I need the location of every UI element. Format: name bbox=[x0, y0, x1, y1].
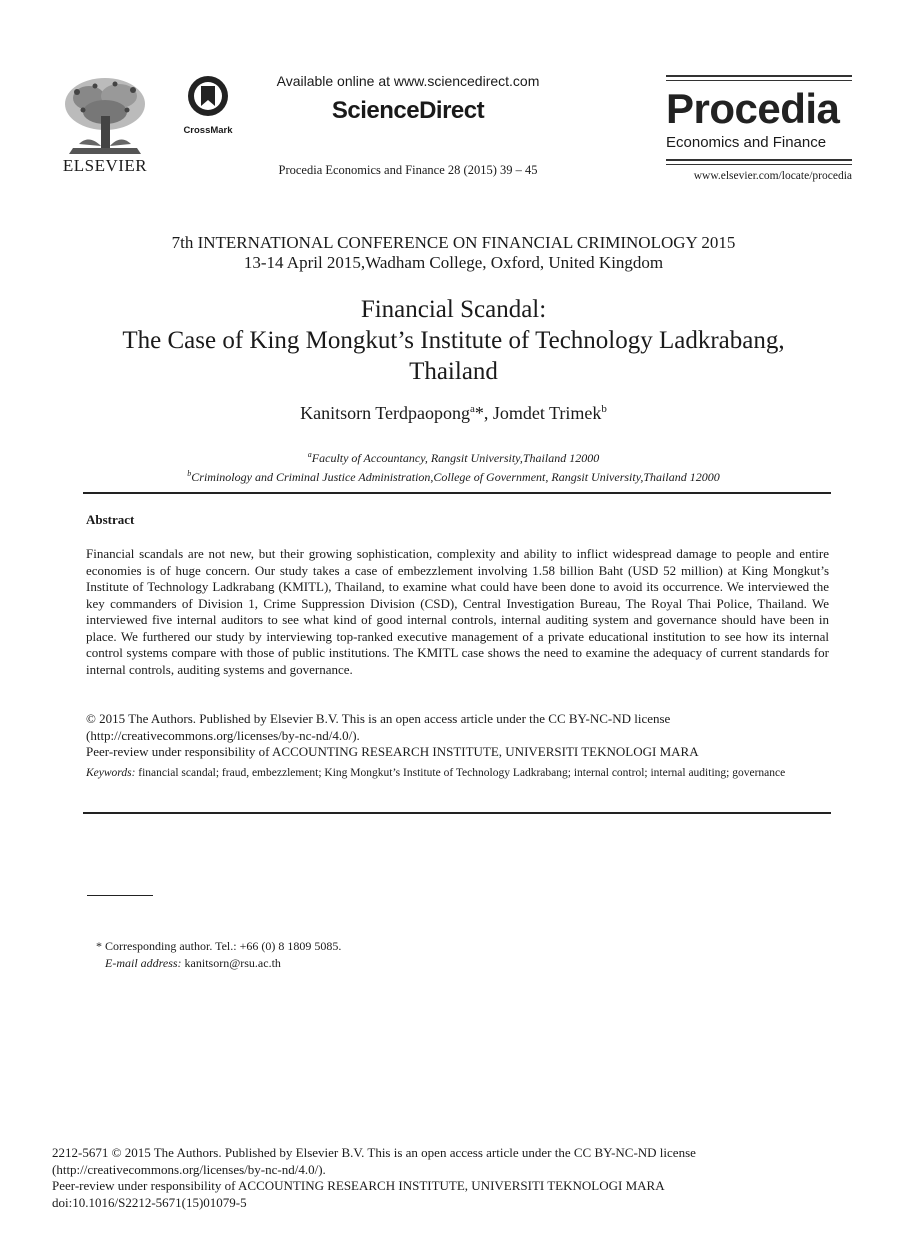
paper-title bbox=[60, 294, 847, 387]
title-line-2: The Case of King Mongkut’s Institute of Technology Ladkrabang, bbox=[122, 327, 785, 354]
author-1-affiliation-mark: a bbox=[469, 403, 475, 415]
author-list bbox=[60, 403, 847, 424]
peer-review-line: Peer-review under responsibility of ACCOUNTING RESEARCH INSTITUTE, UNIVERSITI TEKNOLOGI MARA bbox=[86, 744, 699, 759]
footnote-rule bbox=[87, 895, 153, 896]
affiliation-a-mark: a bbox=[307, 450, 312, 459]
procedia-subtitle: Economics and Finance bbox=[666, 134, 827, 151]
elsevier-wordmark: ELSEVIER bbox=[62, 156, 148, 175]
email-address[interactable]: kanitsorn@rsu.ac.th bbox=[181, 955, 281, 970]
copyright-line: © 2015 The Authors. Published by Elsevier B.V. This is an open access article under the CC BY-NC-ND license bbox=[86, 711, 671, 726]
affiliation-b-text: Criminology and Criminal Justice Administration,College of Government, Rangsit University,Thailand 12000 bbox=[191, 470, 720, 484]
affiliation-a-text: Faculty of Accountancy, Rangsit University,Thailand 12000 bbox=[311, 451, 600, 465]
corresponding-author: * Corresponding author. Tel.: +66 (0) 8 1809 5085. bbox=[96, 939, 342, 953]
procedia-rule-top bbox=[666, 75, 852, 77]
procedia-url[interactable]: www.elsevier.com/locate/procedia bbox=[693, 170, 852, 182]
keywords-label: Keywords: bbox=[86, 767, 136, 779]
title-line-3: Thailand bbox=[409, 358, 498, 385]
author-1-name: Kanitsorn Terdpaopong bbox=[300, 403, 470, 423]
divider-top bbox=[83, 492, 831, 494]
conference-date-venue: 13-14 April 2015,Wadham College, Oxford, United Kingdom bbox=[243, 253, 664, 272]
keywords bbox=[86, 766, 829, 782]
page-footer bbox=[52, 1145, 852, 1211]
abstract-body: Financial scandals are not new, but their growing sophistication, complexity and ability to inflict widespread damage to people and entire economies is of huge concern. Our study takes a case of embezzlement involving 1.58 billion Baht (USD 52 million) at King Mongkut’s Institute of Technology Ladkrabang (KMITL), Thailand, to examine what could have been done to avoid its occurrence. We interviewed the key commanders of Division 1, Crime Suppression Division (CSD), Central Investigation Bureau, The Royal Thai Police, Thailand. We interviewed five internal auditors to see what kind of good internal controls, internal auditing system and governance should have been in place. We furthered our study by interviewing top-ranked executive management of a private educational institution to see how its internal control systems compare with those of public institutions. The KMITL case shows the need to examine the adequacy of current standards for internal controls, auditing systems and governance. bbox=[86, 546, 829, 677]
elsevier-logo bbox=[55, 74, 155, 179]
title-line-1: Financial Scandal: bbox=[360, 296, 547, 323]
author-2-affiliation-mark: b bbox=[601, 403, 607, 415]
divider-bottom bbox=[83, 812, 831, 814]
footer-peer-review: Peer-review under responsibility of ACCOUNTING RESEARCH INSTITUTE, UNIVERSITI TEKNOLOGI MARA bbox=[52, 1178, 665, 1193]
crossmark-badge[interactable] bbox=[178, 74, 238, 136]
procedia-rule-top-thin bbox=[666, 80, 852, 81]
keywords-text: financial scandal; fraud, embezzlement; King Mongkut’s Institute of Technology Ladkrabang; internal control; internal auditing; governance bbox=[135, 767, 786, 779]
procedia-rule-bottom-thin bbox=[666, 164, 852, 165]
footnote bbox=[96, 938, 696, 971]
procedia-logo bbox=[666, 75, 852, 182]
journal-reference: Procedia Economics and Finance 28 (2015) 39 – 45 bbox=[278, 163, 538, 177]
affiliation-a bbox=[60, 447, 847, 466]
crossmark-label: CrossMark bbox=[183, 125, 233, 136]
available-online: Available online at www.sciencedirect.com bbox=[276, 73, 540, 89]
footer-license-link[interactable]: (http://creativecommons.org/licenses/by-nc-nd/4.0/). bbox=[52, 1161, 326, 1177]
procedia-rule-bottom bbox=[666, 159, 852, 161]
author-2-name: Jomdet Trimek bbox=[492, 403, 602, 423]
affiliation-b-mark: b bbox=[187, 469, 192, 478]
author-separator: , bbox=[483, 403, 493, 423]
procedia-wordmark: Procedia bbox=[666, 85, 840, 132]
conference-name: 7th INTERNATIONAL CONFERENCE ON FINANCIAL CRIMINOLOGY 2015 bbox=[171, 233, 736, 252]
email-label: E-mail address: bbox=[105, 955, 182, 970]
elsevier-tree-icon bbox=[59, 74, 151, 158]
license-link[interactable]: (http://creativecommons.org/licenses/by-nc-nd/4.0/). bbox=[86, 727, 360, 743]
sciencedirect-wordmark: ScienceDirect bbox=[331, 97, 485, 124]
conference-info bbox=[60, 233, 847, 273]
copyright-block bbox=[86, 711, 829, 761]
footer-doi[interactable]: doi:10.1016/S2212-5671(15)01079-5 bbox=[52, 1194, 247, 1210]
affiliations bbox=[60, 447, 847, 485]
footer-issn-copyright: 2212-5671 © 2015 The Authors. Published by Elsevier B.V. This is an open access article under the CC BY-NC-ND license bbox=[52, 1145, 696, 1160]
corresponding-mark: * bbox=[474, 403, 484, 423]
affiliation-b bbox=[60, 466, 847, 485]
crossmark-icon bbox=[186, 74, 230, 118]
abstract-heading: Abstract bbox=[86, 512, 135, 527]
